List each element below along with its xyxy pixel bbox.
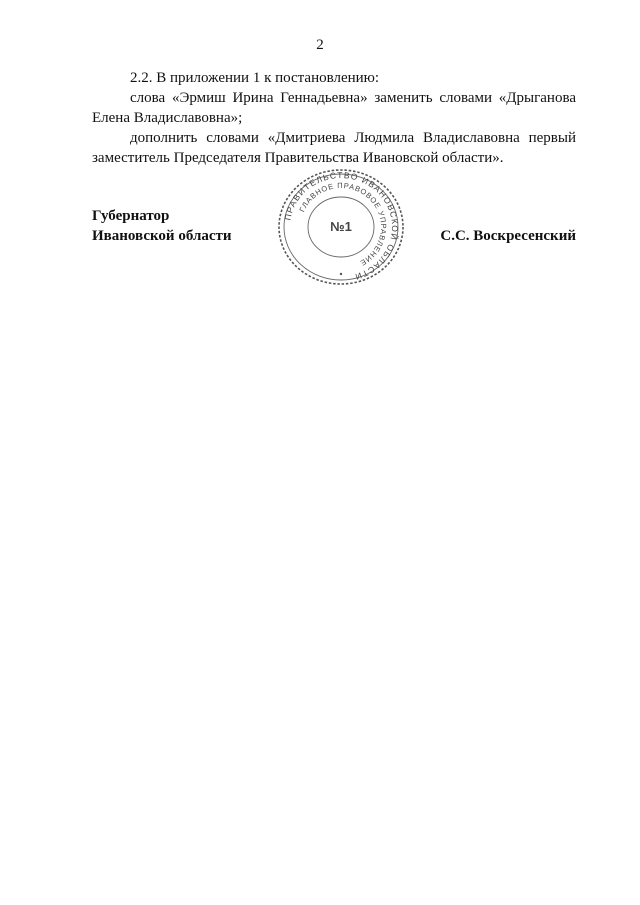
- seal-inner-text: ГЛАВНОЕ ПРАВОВОЕ УПРАВЛЕНИЕ: [297, 180, 389, 268]
- signatory-title: Губернатор: [92, 208, 170, 224]
- seal-number: №1: [330, 219, 352, 234]
- signatory-position: [92, 206, 232, 246]
- page-number: 2: [316, 37, 324, 53]
- seal-outer-text: ПРАВИТЕЛЬСТВО ИВАНОВСКОЙ ОБЛАСТИ: [282, 169, 401, 283]
- document-body: [92, 68, 576, 168]
- signer-name: С.С. Воскресенский: [440, 228, 576, 244]
- signatory-region: Ивановской области: [92, 228, 232, 244]
- paragraph-amendment-heading: 2.2. В приложении 1 к постановлению:: [130, 70, 380, 86]
- seal-dot-icon: [340, 273, 342, 275]
- paragraph-add-words: дополнить словами «Дмитриева Людмила Владиславовна первый заместитель Председателя Правительства Ивановской области».: [92, 130, 576, 166]
- official-seal-stamp: [276, 168, 406, 286]
- paragraph-replace-words: слова «Эрмиш Ирина Геннадьевна» заменить словами «Дрыганова Елена Владиславовна»;: [92, 90, 576, 126]
